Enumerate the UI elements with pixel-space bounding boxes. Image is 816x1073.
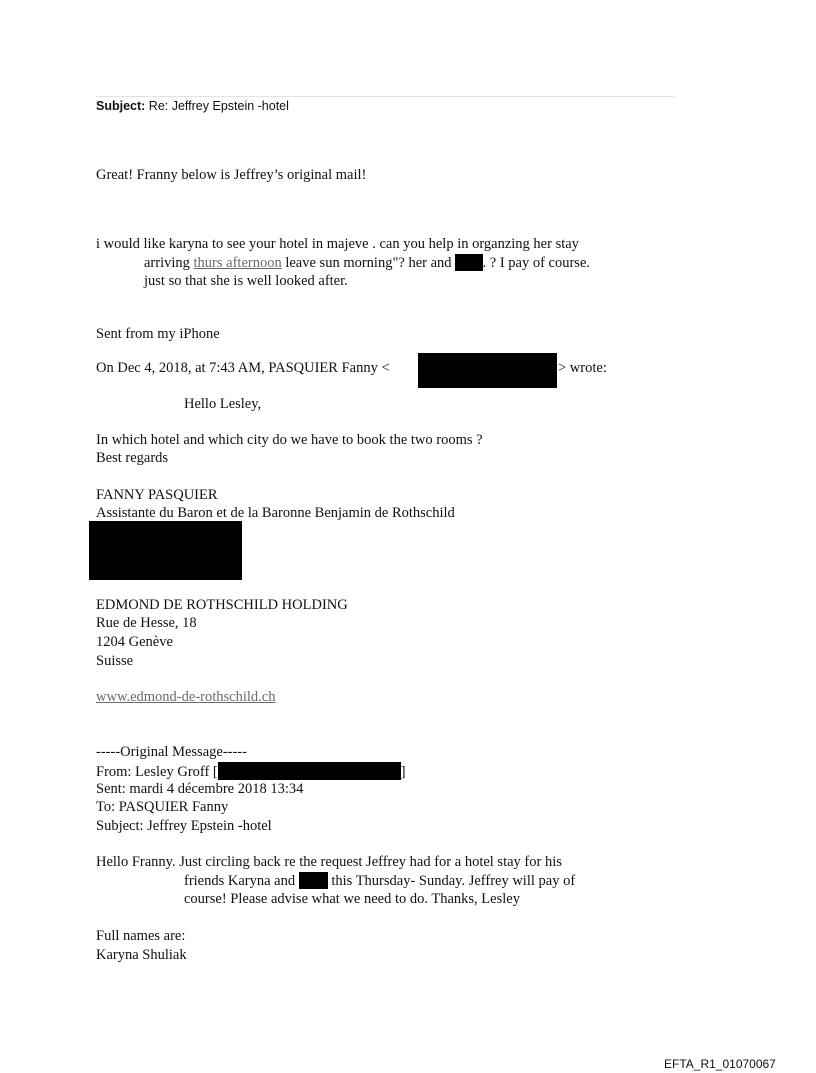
address-line-2: 1204 Genève [96,634,173,650]
original-to: To: PASQUIER Fanny [96,799,229,815]
redaction-block [299,872,328,889]
fanny-question: In which hotel and which city do we have to book the two rooms ? [96,432,483,448]
address-line-3: Suisse [96,653,134,669]
redaction-block [89,521,242,580]
original-from [96,762,406,781]
document-id: EFTA_R1_01070067 [664,1057,776,1071]
original-sent: Sent: mardi 4 décembre 2018 13:34 [96,781,304,797]
original-body-line-2-start: friends Karyna and [184,873,296,889]
reply-greeting: Great! Franny below is Jeffrey’s original mail! [96,167,367,183]
redaction-block [218,762,401,780]
fanny-title: Assistante du Baron et de la Baronne Benjamin de Rothschild [96,505,455,521]
original-message-divider: -----Original Message----- [96,744,247,760]
subject-value: Re: Jeffrey Epstein -hotel [148,99,289,113]
jeffrey-mail-line-3: just so that she is well looked after. [144,273,348,289]
original-from-end: ] [400,764,406,780]
original-body-line-2-end: this Thursday- Sunday. Jeffrey will pay of [331,873,576,889]
subject-divider [96,96,674,97]
website-link[interactable]: www.edmond-de-rothschild.ch [96,689,276,705]
jeffrey-mail-line-2-start: arriving [144,255,190,271]
original-from-start: From: Lesley Groff [ [96,764,218,780]
redaction-block [455,254,483,271]
sent-from-signature: Sent from my iPhone [96,326,220,342]
company-name: EDMOND DE ROTHSCHILD HOLDING [96,597,348,613]
original-body-line-3: course! Please advise what we need to do. Thanks, Lesley [184,891,520,907]
address-line-1: Rue de Hesse, 18 [96,615,197,631]
subject-label: Subject: [96,99,146,113]
quoted-header-start: On Dec 4, 2018, at 7:43 AM, PASQUIER Fanny < [96,360,390,376]
thurs-afternoon-link[interactable]: thurs afternoon [193,255,282,271]
original-body-line-1: Hello Franny. Just circling back re the request Jeffrey had for a hotel stay for his [96,854,562,870]
jeffrey-mail-line-2-middle: leave sun morning"? her and [285,255,452,271]
jeffrey-mail-line-1: i would like karyna to see your hotel in majeve . can you help in organzing her stay [96,236,579,252]
redaction-block [418,353,557,388]
full-name-1: Karyna Shuliak [96,947,187,963]
fanny-hello: Hello Lesley, [184,396,262,412]
original-subject: Subject: Jeffrey Epstein -hotel [96,818,272,834]
jeffrey-mail-line-2 [144,254,590,272]
fanny-name: FANNY PASQUIER [96,487,218,503]
original-body-line-2 [184,872,575,890]
fanny-regards: Best regards [96,450,169,466]
quoted-header-end: > wrote: [558,360,607,376]
full-names-label: Full names are: [96,928,186,944]
subject-line [96,98,289,114]
jeffrey-mail-line-2-end: . ? I pay of course. [482,255,591,271]
